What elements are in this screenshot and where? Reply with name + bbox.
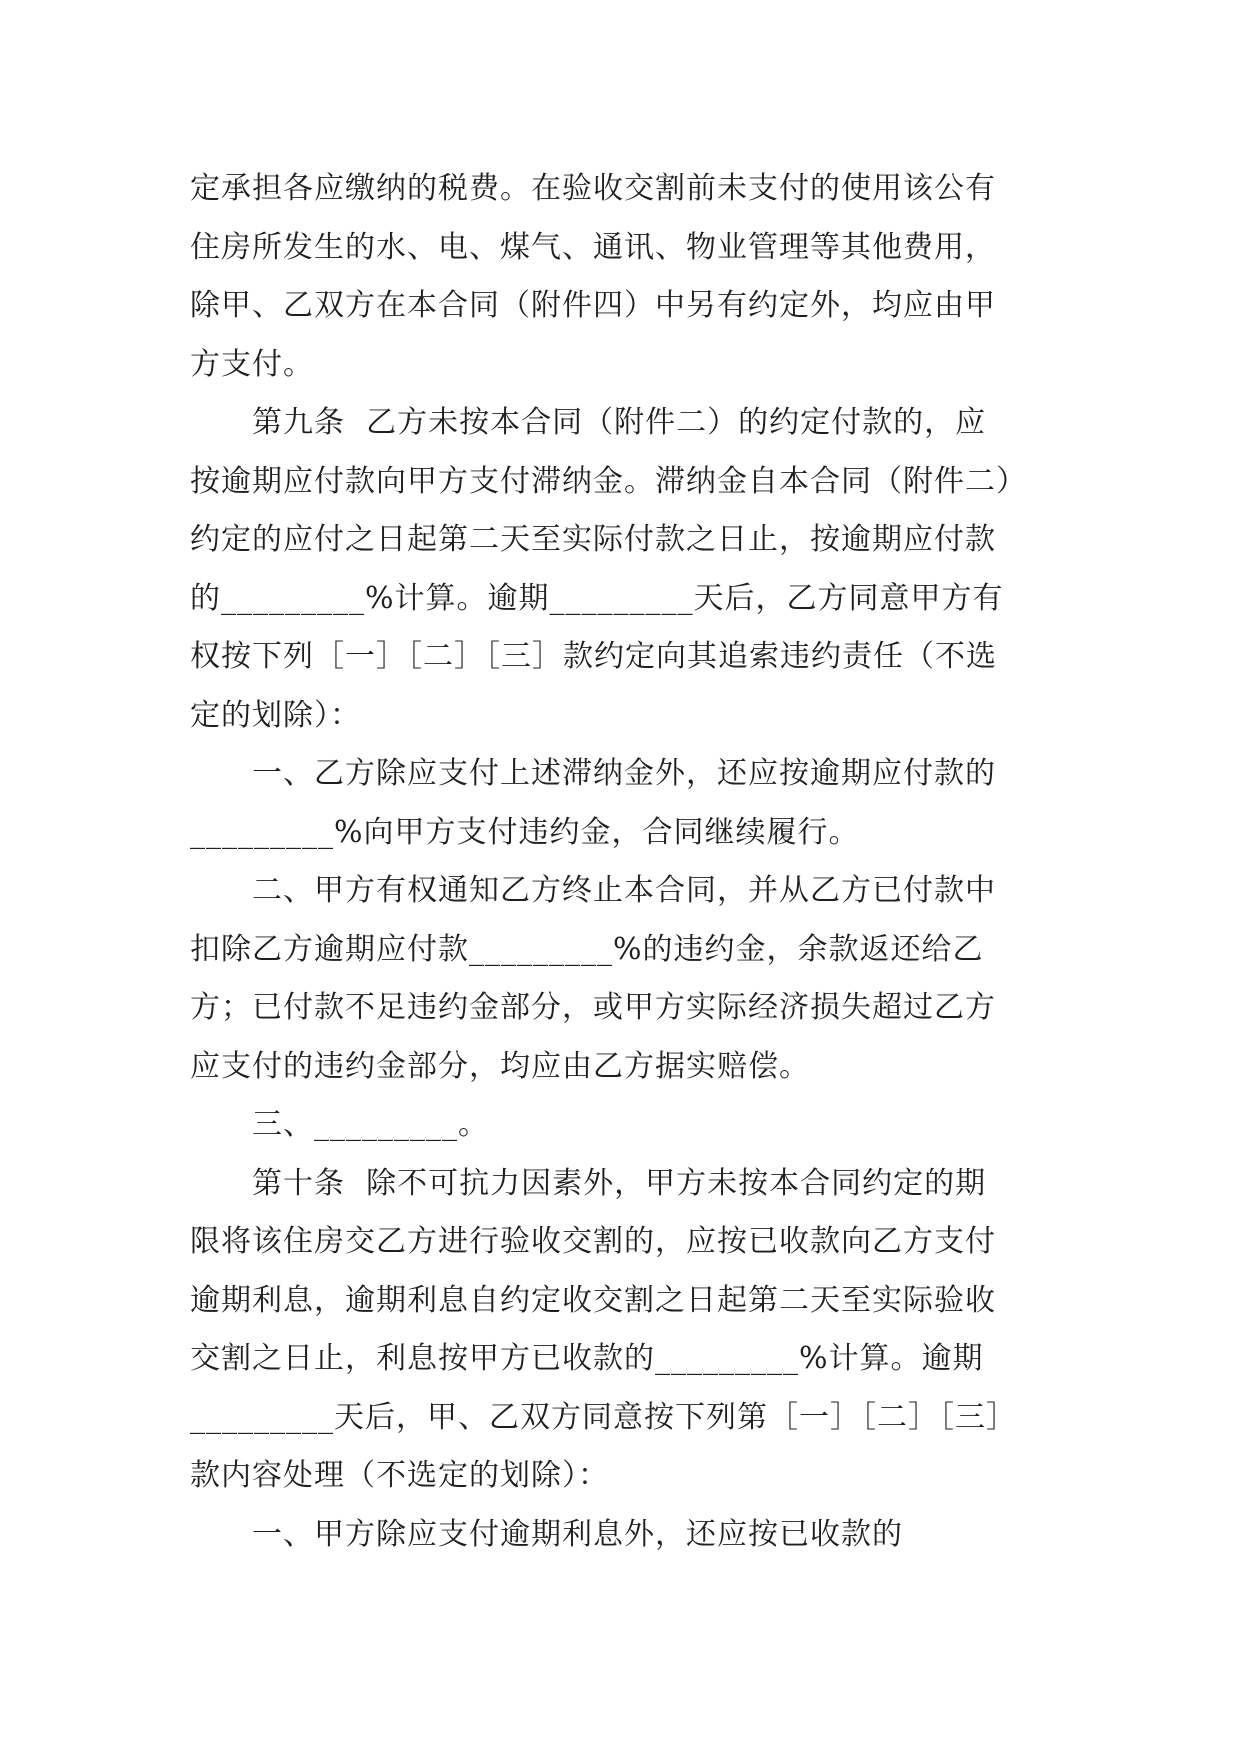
clause-1-line: 一、甲方除应支付逾期利息外，还应按已收款的 [190, 1516, 903, 1552]
clause-3-line: 三、_________。 [190, 1107, 489, 1142]
text-line: 除甲、乙双方在本合同（附件四）中另有约定外，均应由甲 [190, 288, 996, 323]
text-line: 权按下列［一］［二］［三］款约定向其追索违约责任（不选 [190, 639, 997, 674]
text-line: 应支付的违约金部分，均应由乙方据实赔偿。 [190, 1048, 810, 1084]
text-line: 限将该住房交乙方进行验收交割的，应按已收款向乙方支付 [190, 1224, 996, 1259]
text-line: 逾期利息，逾期利息自约定收交割之日起第二天至实际验收 [190, 1282, 996, 1318]
article-9-line: 第九条 乙方未按本合同（附件二）的约定付款的，应 [190, 405, 987, 440]
text-line: 定的划除）： [190, 697, 361, 733]
text-line: 款内容处理（不选定的划除）： [190, 1458, 609, 1493]
contract-text [190, 160, 1060, 1564]
text-line: 按逾期应付款向甲方支付滞纳金。滞纳金自本合同（附件二） [190, 463, 1027, 499]
clause-2-line: 二、甲方有权通知乙方终止本合同，并从乙方已付款中 [190, 873, 996, 908]
text-line: 扣除乙方逾期应付款_________%的违约金，余款返还给乙 [190, 931, 984, 967]
clause-1-line: 一、乙方除应支付上述滞纳金外，还应按逾期应付款的 [190, 756, 996, 791]
text-line: 交割之日止，利息按甲方已收款的_________%计算。逾期 [190, 1341, 984, 1376]
text-line: 的_________%计算。逾期_________天后，乙方同意甲方有 [190, 580, 1004, 616]
text-line: _________%向甲方支付违约金，合同继续履行。 [190, 814, 860, 850]
text-line: 定承担各应缴纳的税费。在验收交割前未支付的使用该公有 [190, 171, 996, 206]
text-line: 方；已付款不足违约金部分，或甲方实际经济损失超过乙方 [190, 990, 996, 1025]
text-line: _________天后，甲、乙双方同意按下列第［一］［二］［三］ [190, 1399, 1017, 1435]
text-line: 方支付。 [190, 346, 314, 382]
text-line: 住房所发生的水、电、煤气、通讯、物业管理等其他费用， [190, 229, 996, 265]
text-line: 约定的应付之日起第二天至实际付款之日止，按逾期应付款 [190, 522, 996, 557]
article-10-line: 第十条 除不可抗力因素外，甲方未按本合同约定的期 [190, 1165, 987, 1201]
